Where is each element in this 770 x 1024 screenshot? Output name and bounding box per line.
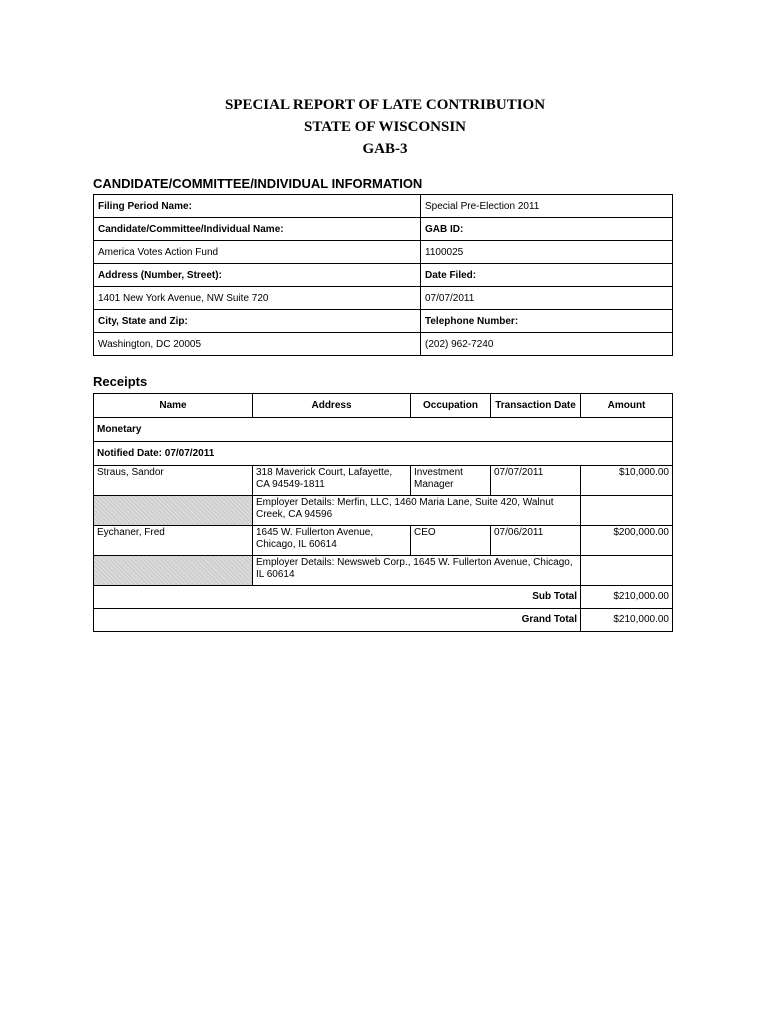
info-row xyxy=(94,333,673,356)
transaction-amount: $200,000.00 xyxy=(581,526,673,556)
col-header-transaction-date: Transaction Date xyxy=(491,394,581,418)
col-header-occupation: Occupation xyxy=(411,394,491,418)
shaded-cell xyxy=(94,496,253,526)
city-label: City, State and Zip: xyxy=(94,310,421,333)
col-header-name: Name xyxy=(94,394,253,418)
contributor-name: Eychaner, Fred xyxy=(94,526,253,556)
state-title: STATE OF WISCONSIN xyxy=(304,119,466,135)
notified-date: Notified Date: 07/07/2011 xyxy=(94,442,673,466)
gab-id-label: GAB ID: xyxy=(421,218,673,241)
transaction-date: 07/06/2011 xyxy=(491,526,581,556)
info-row xyxy=(94,264,673,287)
grand-total-value: $210,000.00 xyxy=(581,609,673,632)
receipts-header-row xyxy=(94,394,673,418)
phone-value: (202) 962-7240 xyxy=(421,333,673,356)
employer-row xyxy=(94,556,673,586)
contributor-address: 318 Maverick Court, Lafayette, CA 94549-1811 xyxy=(253,466,411,496)
name-value: America Votes Action Fund xyxy=(94,241,421,264)
employer-row xyxy=(94,496,673,526)
table-row xyxy=(94,466,673,496)
phone-label: Telephone Number: xyxy=(421,310,673,333)
contributor-occupation: Investment Manager xyxy=(411,466,491,496)
empty-cell xyxy=(581,556,673,586)
empty-cell xyxy=(581,496,673,526)
contributor-name: Straus, Sandor xyxy=(94,466,253,496)
employer-details: Employer Details: Merfin, LLC, 1460 Maria Lane, Suite 420, Walnut Creek, CA 94596 xyxy=(253,496,581,526)
gab-id-value: 1100025 xyxy=(421,241,673,264)
employer-details: Employer Details: Newsweb Corp., 1645 W. Fullerton Avenue, Chicago, IL 60614 xyxy=(253,556,581,586)
category-row xyxy=(94,418,673,442)
date-filed-value: 07/07/2011 xyxy=(421,287,673,310)
table-row xyxy=(94,526,673,556)
info-section-heading: CANDIDATE/COMMITTEE/INDIVIDUAL INFORMATION xyxy=(93,176,423,191)
filing-period-label: Filing Period Name: xyxy=(94,195,421,218)
sub-total-label: Sub Total xyxy=(94,586,581,609)
name-label: Candidate/Committee/Individual Name: xyxy=(94,218,421,241)
contributor-occupation: CEO xyxy=(411,526,491,556)
receipts-heading: Receipts xyxy=(93,374,148,389)
info-row xyxy=(94,287,673,310)
info-row xyxy=(94,241,673,264)
sub-total-row xyxy=(94,586,673,609)
notified-date-row xyxy=(94,442,673,466)
info-row xyxy=(94,218,673,241)
shaded-cell xyxy=(94,556,253,586)
col-header-amount: Amount xyxy=(581,394,673,418)
info-table xyxy=(93,194,673,356)
grand-total-label: Grand Total xyxy=(94,609,581,632)
col-header-address: Address xyxy=(253,394,411,418)
date-filed-label: Date Filed: xyxy=(421,264,673,287)
city-value: Washington, DC 20005 xyxy=(94,333,421,356)
grand-total-row xyxy=(94,609,673,632)
contributor-address: 1645 W. Fullerton Avenue, Chicago, IL 60614 xyxy=(253,526,411,556)
address-label: Address (Number, Street): xyxy=(94,264,421,287)
info-row xyxy=(94,310,673,333)
filing-period-value: Special Pre-Election 2011 xyxy=(421,195,673,218)
transaction-amount: $10,000.00 xyxy=(581,466,673,496)
report-title: SPECIAL REPORT OF LATE CONTRIBUTION xyxy=(224,97,546,113)
form-id-title: GAB-3 xyxy=(362,141,408,157)
transaction-date: 07/07/2011 xyxy=(491,466,581,496)
address-value: 1401 New York Avenue, NW Suite 720 xyxy=(94,287,421,310)
category-label: Monetary xyxy=(94,418,673,442)
info-row xyxy=(94,195,673,218)
sub-total-value: $210,000.00 xyxy=(581,586,673,609)
receipts-table xyxy=(93,393,673,632)
